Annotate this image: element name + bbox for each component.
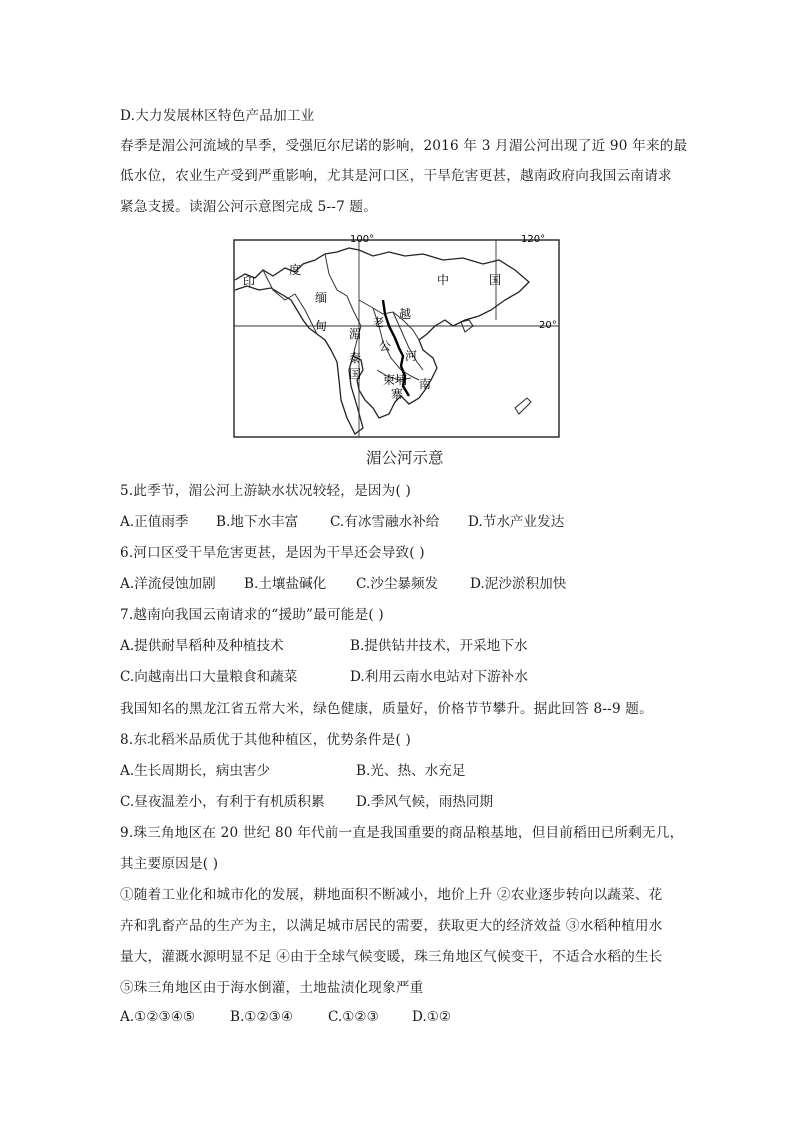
q7-option-a: A.提供耐旱稻种及种植技术 — [120, 638, 284, 654]
q9-statement-line-4: ⑤珠三角地区由于海水倒灌，土地盐渍化现象严重 — [120, 980, 424, 996]
intro-line-1: 春季是湄公河流域的旱季，受强厄尔尼诺的影响，2016 年 3 月湄公河出现了近 90 年来的最 — [120, 138, 688, 154]
q8-option-a: A.生长周期长，病虫害少 — [120, 763, 271, 779]
label-vietnam-2: 南 — [419, 377, 432, 391]
q7-stem: 7.越南向我国云南请求的“援助”最可能是( ) — [120, 607, 384, 623]
label-cambodia-2: 寨 — [391, 387, 404, 401]
label-mekong-3: 河 — [405, 349, 418, 363]
q7-option-c: C.向越南出口大量粮食和蔬菜 — [120, 669, 298, 685]
q9-option-d: D.①② — [412, 1009, 452, 1025]
q9-stem-1: 9.珠三角地区在 20 世纪 80 年代前一直是我国重要的商品粮基地，但目前稻田已所剩无几， — [120, 825, 684, 841]
lon-label-100: 100° — [350, 234, 375, 245]
q5-option-b: B.地下水丰富 — [216, 514, 299, 530]
q6-stem: 6.河口区受干旱危害更甚，是因为干旱还会导致( ) — [120, 545, 425, 561]
q5-stem: 5.此季节，湄公河上游缺水状况较轻，是因为( ) — [120, 483, 411, 499]
label-laos: 老 — [373, 316, 384, 329]
map-caption: 湄公河示意 — [366, 449, 444, 467]
mekong-map — [233, 230, 560, 438]
q9-option-c: C.①②③ — [328, 1009, 379, 1025]
label-cambodia-1: 柬埔 — [383, 373, 408, 387]
label-china-1: 中 — [437, 273, 450, 287]
intro-8-9: 我国知名的黑龙江省五常大米，绿色健康，质量好，价格节节攀升。据此回答 8--9 题。 — [120, 701, 653, 717]
q9-option-a: A.①②③④⑤ — [120, 1009, 196, 1025]
mekong-map-svg — [233, 230, 560, 438]
label-myanmar-1: 缅 — [315, 291, 328, 305]
q9-statement-line-1: ①随着工业化和城市化的发展，耕地面积不断减小，地价上升 ②农业逐步转向以蔬菜、花 — [120, 887, 663, 903]
q9-stem-2: 其主要原因是( ) — [120, 856, 219, 872]
q6-option-c: C.沙尘暴频发 — [356, 576, 439, 592]
label-mekong-1: 湄 — [349, 327, 362, 341]
lat-label-20: 20° — [539, 320, 557, 331]
q6-option-d: D.泥沙淤积加快 — [470, 576, 567, 592]
q7-option-d: D.利用云南水电站对下游补水 — [350, 669, 528, 685]
q7-option-b: B.提供钻井技术，开采地下水 — [350, 638, 528, 654]
q9-option-b: B.①②③④ — [230, 1009, 294, 1025]
label-india-1: 印 — [243, 275, 256, 289]
label-vietnam-1: 越 — [399, 307, 412, 321]
q8-option-c: C.昼夜温差小，有利于有机质积累 — [120, 794, 325, 810]
q8-stem: 8.东北稻米品质优于其他种植区，优势条件是( ) — [120, 732, 411, 748]
label-myanmar-2: 甸 — [315, 319, 328, 333]
q6-option-b: B.土壤盐碱化 — [244, 576, 327, 592]
q9-statement-line-3: 量大，灌溉水源明显不足 ④由于全球气候变暖，珠三角地区气候变干，不适合水稻的生长 — [120, 949, 663, 965]
q8-option-b: B.光、热、水充足 — [356, 763, 466, 779]
intro-line-3: 紧急支援。读湄公河示意图完成 5--7 题。 — [120, 199, 378, 215]
q5-option-d: D.节水产业发达 — [468, 514, 565, 530]
q5-option-c: C.有冰雪融水补给 — [330, 514, 440, 530]
label-india-2: 度 — [289, 263, 302, 277]
intro-line-2: 低水位，农业生产受到严重影响，尤其是河口区，干旱危害更甚，越南政府向我国云南请求 — [120, 168, 672, 184]
label-mekong-2: 公 — [379, 339, 392, 353]
lon-label-120: 120° — [521, 234, 546, 245]
label-thailand-1: 泰 — [349, 351, 362, 365]
label-china-2: 国 — [489, 273, 502, 287]
option-d-previous: D.大力发展林区特色产品加工业 — [120, 108, 315, 124]
q6-option-a: A.洋流侵蚀加剧 — [120, 576, 216, 592]
label-thailand-2: 国 — [349, 367, 362, 381]
q5-option-a: A.正值雨季 — [120, 514, 189, 530]
q9-statement-line-2: 卉和乳畜产品的生产为主，以满足城市居民的需要，获取更大的经济效益 ③水稻种植用水 — [120, 918, 663, 934]
q8-option-d: D.季风气候，雨热同期 — [356, 794, 494, 810]
